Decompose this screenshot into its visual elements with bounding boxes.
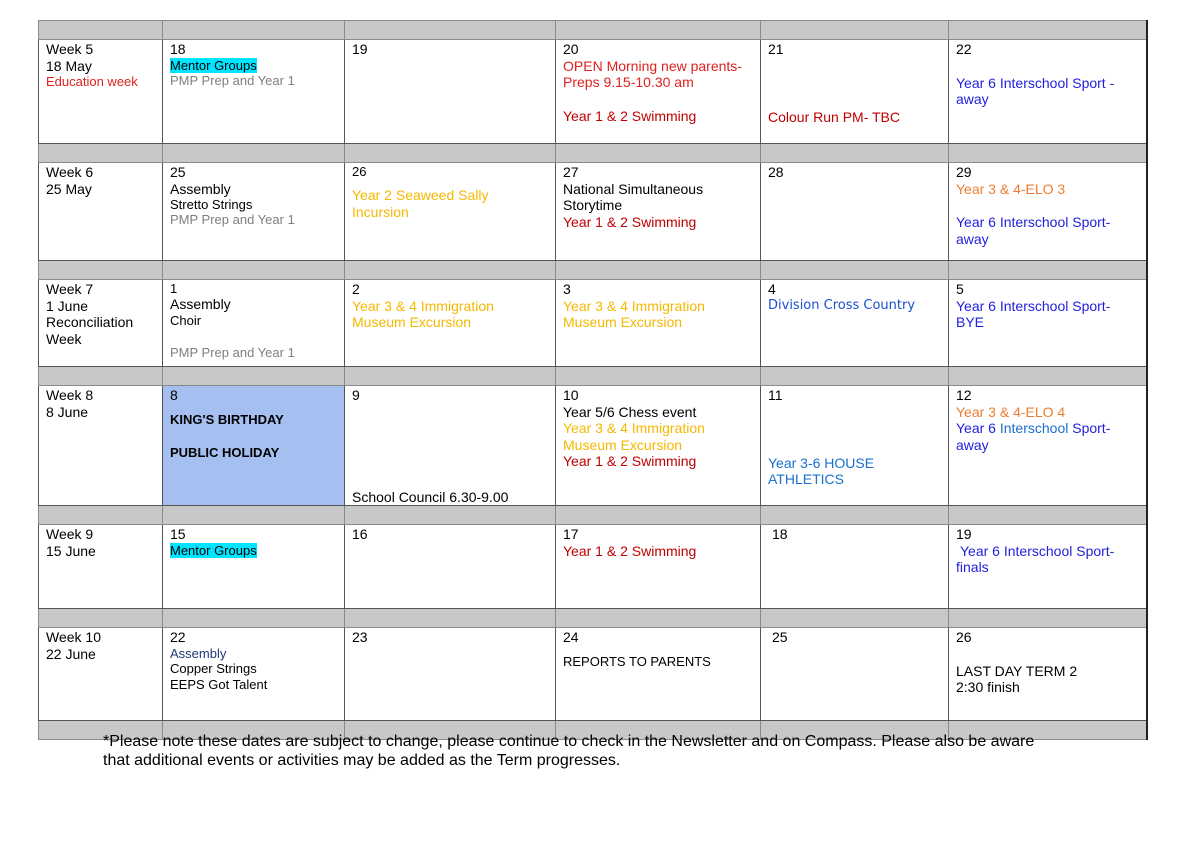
event: Museum Excursion <box>563 436 683 453</box>
day-cell <box>345 386 556 506</box>
day-cell <box>163 525 345 609</box>
day-number: 20 <box>563 41 579 57</box>
week-row-5 <box>39 40 1147 144</box>
day-cell <box>345 40 556 144</box>
day-number: 18 <box>170 41 186 57</box>
day-number: 23 <box>352 629 368 645</box>
separator-row <box>39 261 1147 280</box>
event: Division Cross Country <box>768 297 916 313</box>
event: REPORTS TO PARENTS <box>563 653 711 669</box>
week-row-6 <box>39 163 1147 261</box>
event-mentor-groups: Mentor Groups <box>170 542 257 558</box>
event: Museum Excursion <box>352 314 472 330</box>
event: Choir <box>170 312 202 328</box>
day-number: 3 <box>563 281 571 297</box>
day-number: 25 <box>772 629 788 645</box>
day-number: 26 <box>352 164 367 179</box>
event: EEPS Got Talent <box>170 676 268 692</box>
day-cell <box>163 40 345 144</box>
week-note: Week <box>46 330 82 347</box>
event: Year 6 Interschool Sport- <box>960 542 1115 559</box>
event: Year 3 & 4 Immigration <box>563 297 705 314</box>
day-number: 27 <box>563 164 579 180</box>
day-cell <box>163 163 345 261</box>
week-cell <box>39 628 163 721</box>
day-cell <box>163 628 345 721</box>
day-cell <box>556 525 761 609</box>
day-cell <box>761 163 949 261</box>
holiday-name: KING'S BIRTHDAY <box>170 411 284 427</box>
day-cell <box>949 525 1147 609</box>
week-date: 25 May <box>46 180 92 197</box>
week-label: Week 7 <box>46 281 94 297</box>
week-note: Reconciliation <box>46 314 134 330</box>
event: PMP Prep and Year 1 <box>170 344 295 360</box>
event: School Council 6.30-9.00 <box>352 488 509 505</box>
week-date: 18 May <box>46 57 92 74</box>
day-number: 25 <box>170 164 186 180</box>
day-cell <box>761 525 949 609</box>
event: Year 6 Interschool Sport- <box>956 297 1111 314</box>
event: Year 3 & 4 Immigration <box>563 420 705 436</box>
day-number: 2 <box>352 281 360 297</box>
week-label: Week 6 <box>46 164 94 180</box>
event: Museum Excursion <box>563 314 683 330</box>
event-part: Year 6 <box>956 420 996 436</box>
week-date: 15 June <box>46 542 96 559</box>
day-number: 4 <box>768 281 776 297</box>
separator-row <box>39 144 1147 163</box>
day-number: 17 <box>563 526 579 542</box>
week-date: 8 June <box>46 403 89 420</box>
event-mentor-groups: Mentor Groups <box>170 57 257 73</box>
week-row-9 <box>39 525 1147 609</box>
event: Stretto Strings <box>170 197 253 212</box>
week-date: 22 June <box>46 645 96 662</box>
separator-row <box>39 367 1147 386</box>
week-row-8 <box>39 386 1147 506</box>
event: Year 6 Interschool Sport - <box>956 74 1115 91</box>
event: Year 6 Interschool Sport- <box>956 214 1111 230</box>
event: Assembly <box>170 180 231 197</box>
term-calendar-table <box>38 20 1148 740</box>
event: Year 3 & 4 Immigration <box>352 297 494 314</box>
event: Storytime <box>563 197 623 213</box>
day-number: 21 <box>768 41 784 57</box>
event-part: Interschool <box>999 420 1069 436</box>
footnote: *Please note these dates are subject to change, please continue to check in the Newsletter and on Compass. Please also be aware that additional events or activities may be added as the Term progresses. <box>103 733 1035 769</box>
event: Assembly <box>170 645 227 661</box>
day-number: 29 <box>956 164 972 180</box>
event: Year 3-6 HOUSE <box>768 454 875 471</box>
event: PMP Prep and Year 1 <box>170 212 295 227</box>
event: Copper Strings <box>170 660 257 676</box>
day-number: 18 <box>772 526 788 542</box>
day-number: 24 <box>563 629 579 645</box>
day-number: 19 <box>352 41 368 57</box>
event: Year 1 & 2 Swimming <box>563 213 697 230</box>
week-date: 1 June <box>46 297 89 314</box>
event: National Simultaneous <box>563 180 704 197</box>
event: Incursion <box>352 203 409 220</box>
event: Year 2 Seaweed Sally <box>352 187 489 203</box>
separator-row <box>39 506 1147 525</box>
week-cell <box>39 163 163 261</box>
day-number: 10 <box>563 387 579 403</box>
event: 2:30 finish <box>956 679 1020 695</box>
day-number: 26 <box>956 629 972 645</box>
day-cell <box>761 628 949 721</box>
event-part: Sport- <box>1072 420 1111 436</box>
day-cell <box>345 163 556 261</box>
week-row-10 <box>39 628 1147 721</box>
separator-row <box>39 21 1147 40</box>
day-number: 8 <box>170 387 178 403</box>
event: Year 3 & 4-ELO 4 <box>956 403 1066 420</box>
day-number: 9 <box>352 387 360 403</box>
event: LAST DAY TERM 2 <box>956 662 1078 679</box>
week-cell <box>39 386 163 506</box>
week-note: Education week <box>46 74 138 89</box>
event: finals <box>956 559 989 575</box>
week-cell <box>39 280 163 367</box>
day-cell <box>949 163 1147 261</box>
event: Year 1 & 2 Swimming <box>563 107 697 124</box>
event: Assembly <box>170 296 231 312</box>
event: ATHLETICS <box>768 471 844 487</box>
week-label: Week 8 <box>46 387 94 403</box>
day-cell <box>345 525 556 609</box>
event: away <box>956 230 989 247</box>
day-number: 16 <box>352 526 368 542</box>
day-number: 1 <box>170 281 178 296</box>
event: OPEN Morning new parents- <box>563 57 742 74</box>
separator-row <box>39 609 1147 628</box>
day-cell <box>556 386 761 506</box>
day-cell <box>949 628 1147 721</box>
day-cell <box>949 386 1147 506</box>
week-cell <box>39 40 163 144</box>
event: away <box>956 436 989 453</box>
event: Year 1 & 2 Swimming <box>563 453 697 469</box>
event: Year 1 & 2 Swimming <box>563 542 697 559</box>
holiday-label: PUBLIC HOLIDAY <box>170 445 280 460</box>
holiday-cell <box>163 386 345 506</box>
day-cell <box>761 280 949 367</box>
event: BYE <box>956 314 985 330</box>
day-number: 5 <box>956 281 964 297</box>
day-cell <box>761 40 949 144</box>
day-cell <box>949 40 1147 144</box>
event: Colour Run PM- TBC <box>768 108 901 125</box>
day-number: 22 <box>956 41 972 57</box>
event: Preps 9.15-10.30 am <box>563 74 694 90</box>
day-cell <box>556 40 761 144</box>
day-number: 19 <box>956 526 972 542</box>
day-number: 12 <box>956 387 972 403</box>
day-number: 11 <box>768 387 783 403</box>
day-cell <box>556 280 761 367</box>
day-cell <box>345 280 556 367</box>
day-number: 22 <box>170 629 186 645</box>
day-cell <box>761 386 949 506</box>
day-number: 28 <box>768 164 784 180</box>
week-label: Week 5 <box>46 41 94 57</box>
week-cell <box>39 525 163 609</box>
day-cell <box>556 628 761 721</box>
week-row-7 <box>39 280 1147 367</box>
event: PMP Prep and Year 1 <box>170 72 295 88</box>
event: Year 5/6 Chess event <box>563 403 697 420</box>
day-cell <box>949 280 1147 367</box>
event: away <box>956 91 989 107</box>
day-cell <box>556 163 761 261</box>
day-cell <box>163 280 345 367</box>
event: Year 3 & 4-ELO 3 <box>956 180 1066 197</box>
day-number: 15 <box>170 526 186 542</box>
day-cell <box>345 628 556 721</box>
week-label: Week 9 <box>46 526 94 542</box>
week-label: Week 10 <box>46 629 101 645</box>
